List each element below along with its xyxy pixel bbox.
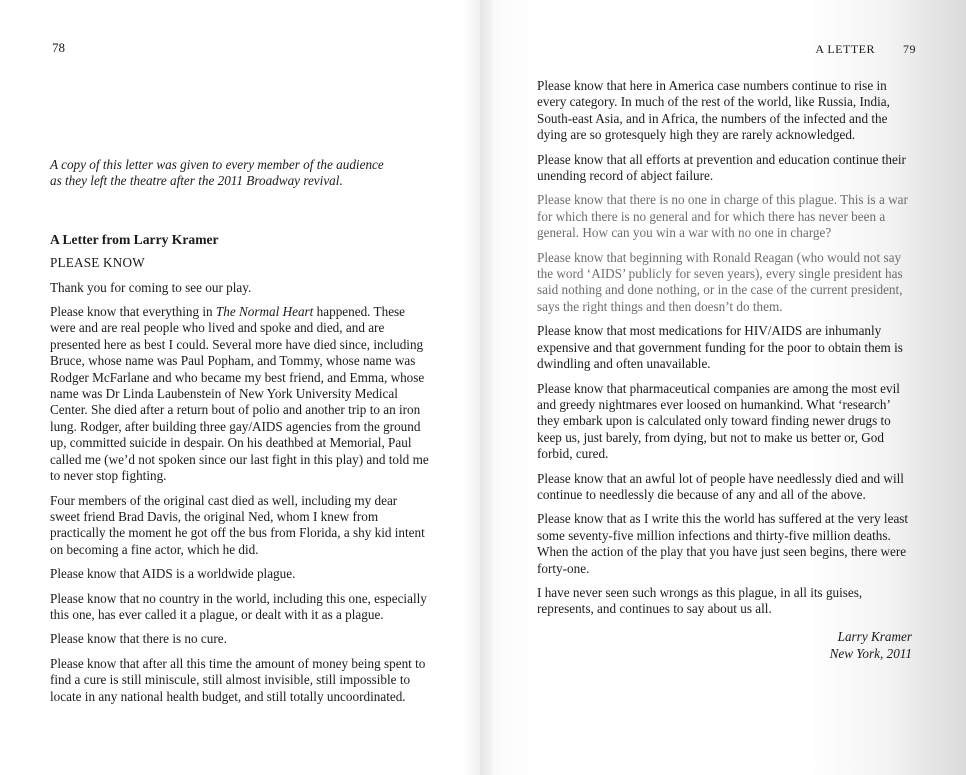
intro-line: as they left the theatre after the 2011 Broadway revival. <box>50 173 343 189</box>
paragraph: Please know that an awful lot of people have needlessly died and will continue to needlessly die because of any and all of the above. <box>537 470 904 502</box>
intro-line: A copy of this letter was given to every member of the audience <box>50 157 384 172</box>
right-page <box>480 0 966 775</box>
signature <box>537 628 914 662</box>
paragraph-text: happened. These were and are real people who lived and spoke and died, and are presented here as best I could. Several more have died since, including Bruce, whose name was Paul Popham, and Tommy, whose name was Rodger McFarlane and who became my best friend, and Emma, whose name was Dr Linda Laubenstein of New York University Medical Center. She died after a return bout of polio and another trip to an iron lung. Rodger, after building three gay/AIDS agencies from the ground up, committed suicide in despair. On his deathbed at Memorial, Paul called me (we’d not spoken since our last fight in this play) and told me to never stop fighting. <box>50 304 429 484</box>
paragraph: Please know that AIDS is a worldwide plague. <box>50 566 296 582</box>
play-title: The Normal Heart <box>215 304 314 320</box>
paragraph: Please know that there is no cure. <box>50 631 227 647</box>
left-page <box>0 0 480 775</box>
paragraph: Please know that pharmaceutical companies are among the most evil and greedy nightmares ever loosed on humankind. What ‘research’ they embark upon is calculated only toward finding newer drugs to keep us, just barely, from dying, but not to make us better or, God forbid, cured. <box>537 380 900 462</box>
letter-subheading: PLEASE KNOW <box>50 255 145 271</box>
right-page-number: 79 <box>903 42 916 56</box>
right-page-text <box>537 78 914 662</box>
paragraph: Please know that there is no one in charge of this plague. This is a war for which there is no general and for which there has never been a general. How can you win a war with no one in charge? <box>537 192 908 241</box>
paragraph: Please know that no country in the world, including this one, especially this one, has ever called it a plague, or dealt with it as a plague. <box>50 590 427 622</box>
paragraph-text: Please know that everything in <box>50 304 216 320</box>
left-page-number: 78 <box>52 40 65 55</box>
paragraph: Please know that as I write this the world has suffered at the very least some seventy-five million infections and thirty-five million deaths. When the action of the play that you have just seen begins, there were forty-one. <box>537 511 909 576</box>
paragraph: Please know that all efforts at prevention and education continue their unending record of abject failure. <box>537 151 906 184</box>
paragraph: Please know that beginning with Ronald Reagan (who would not say the word ‘AIDS’ publicly for seven years), every single president has said nothing and done nothing, or in the case of the current president, says the right things and then doesn’t do them. <box>537 249 903 314</box>
letter-heading: A Letter from Larry Kramer <box>50 231 219 247</box>
paragraph: Please know that after all this time the amount of money being spent to find a cure is still miniscule, still almost invisible, still impossible to locate in any national health budget, and still totally uncoordinated. <box>50 655 426 704</box>
paragraph: Four members of the original cast died as well, including my dear sweet friend Brad Davis, the original Ned, whom I knew from practically the moment he got off the bus from Florida, a shy kid intent on becoming a fine actor, which he did. <box>50 492 425 557</box>
paragraph: Please know that here in America case numbers continue to rise in every category. In much of the rest of the world, like Russia, India, South-east Asia, and in Africa, the numbers of the infected and the dying are so grotesquely high they are rarely acknowledged. <box>537 78 890 143</box>
running-head-title: A LETTER <box>815 42 875 56</box>
signature-place: New York, 2011 <box>829 645 912 661</box>
paragraph <box>50 304 430 484</box>
paragraph: I have never seen such wrongs as this plague, in all its guises, represents, and continues to say about us all. <box>537 584 863 617</box>
paragraph: Please know that most medications for HIV/AIDS are inhumanly expensive and that government funding for the poor to obtain them is dwindling and often unavailable. <box>537 323 903 372</box>
intro-note <box>50 157 430 190</box>
paragraph: Thank you for coming to see our play. <box>50 279 252 295</box>
running-head <box>815 42 916 57</box>
signature-name: Larry Kramer <box>837 628 912 644</box>
left-page-text <box>50 157 430 713</box>
